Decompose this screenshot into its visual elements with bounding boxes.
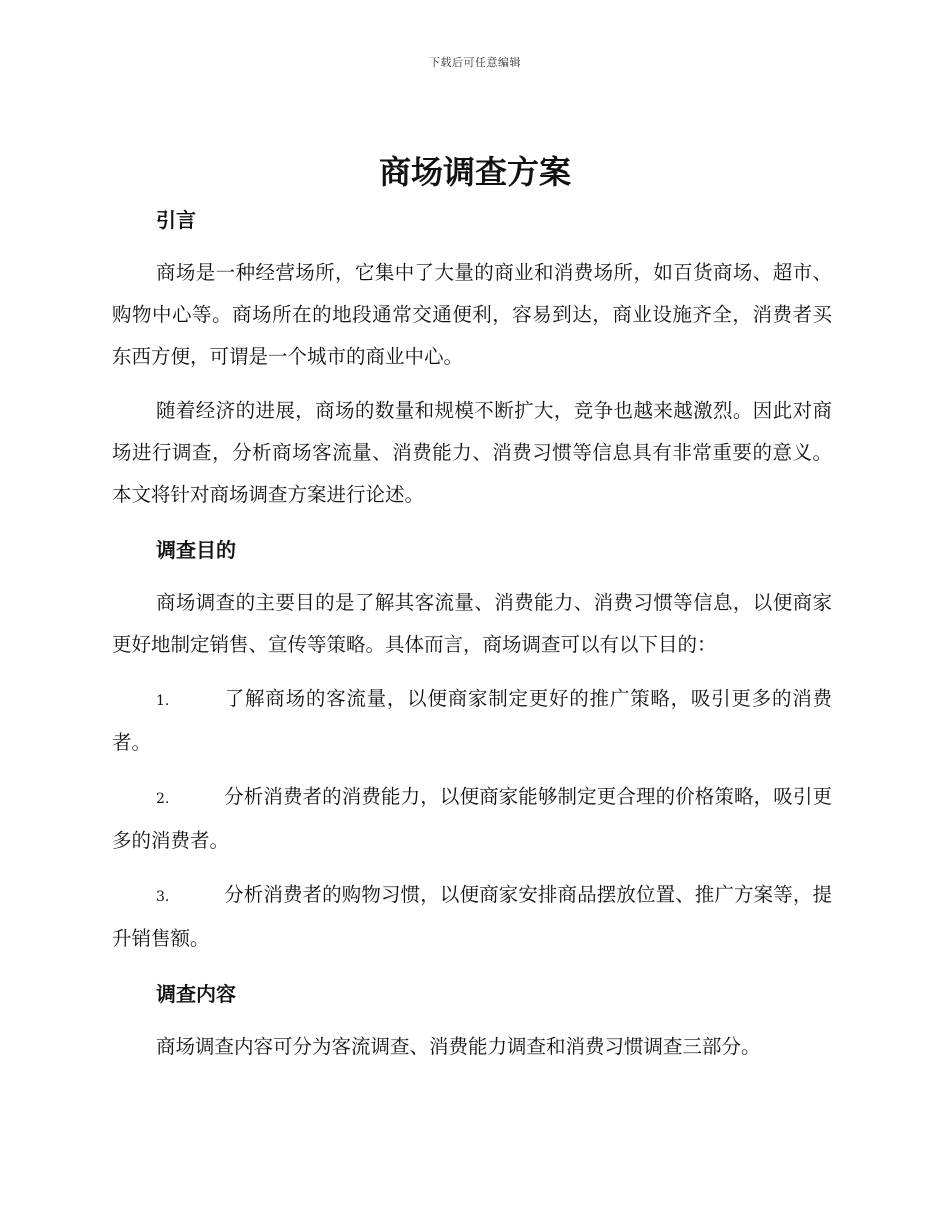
list-number: 2. <box>156 791 170 807</box>
document-title: 商场调查方案 <box>378 153 571 191</box>
section-purpose <box>112 528 832 960</box>
list-number: 3. <box>156 889 170 905</box>
list-item <box>112 776 832 862</box>
section-content <box>112 972 832 1068</box>
list-item <box>112 678 832 764</box>
list-text: 了解商场的客流量，以便商家制定更好的推广策略，吸引更多的消费者。 <box>112 687 832 754</box>
section-heading: 调查目的 <box>156 538 236 562</box>
header-note: 下载后可任意编辑 <box>429 56 521 69</box>
section-heading: 调查内容 <box>156 982 236 1006</box>
list-text: 分析消费者的购物习惯，以便商家安排商品摆放位置、推广方案等，提升销售额。 <box>112 883 832 950</box>
paragraph: 商场是一种经营场所，它集中了大量的商业和消费场所，如百货商场、超市、购物中心等。商场所在的地段通常交通便利，容易到达，商业设施齐全，消费者买东西方便，可谓是一个城市的商业中心。 <box>112 261 832 368</box>
paragraph: 商场调查的主要目的是了解其客流量、消费能力、消费习惯等信息，以便商家更好地制定销售、宣传等策略。具体而言，商场调查可以有以下目的： <box>112 591 832 656</box>
section-heading: 引言 <box>156 208 196 232</box>
list-number: 1. <box>156 693 170 709</box>
document-body <box>112 198 832 1080</box>
paragraph: 商场调查内容可分为客流调查、消费能力调查和消费习惯调查三部分。 <box>156 1035 761 1058</box>
paragraph: 随着经济的进展，商场的数量和规模不断扩大，竞争也越来越激烈。因此对商场进行调查，分析商场客流量、消费能力、消费习惯等信息具有非常重要的意义。本文将针对商场调查方案进行论述。 <box>112 399 832 506</box>
list-text: 分析消费者的消费能力，以便商家能够制定更合理的价格策略，吸引更多的消费者。 <box>112 785 832 852</box>
section-introduction <box>112 198 832 516</box>
list-item <box>112 874 832 960</box>
